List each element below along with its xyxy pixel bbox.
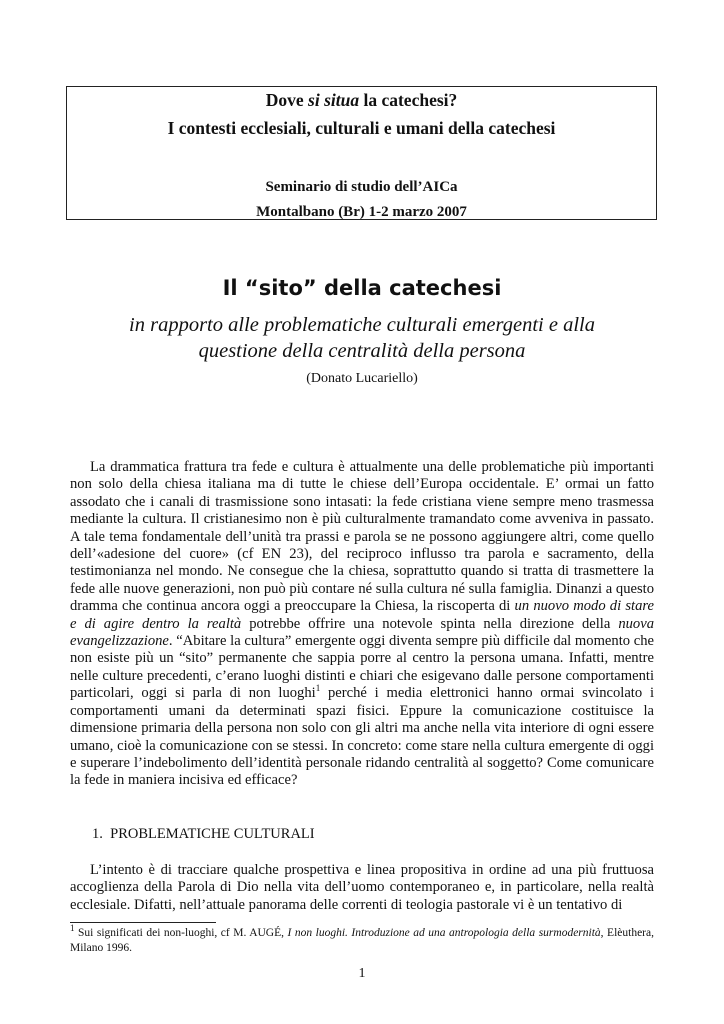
seminar-name: Seminario di studio dell’AICa bbox=[265, 179, 458, 195]
header-box bbox=[66, 86, 657, 220]
page-title: Il “sito” della catechesi bbox=[222, 276, 502, 300]
footnote-ref: 1 bbox=[315, 683, 321, 694]
seminar-place-date: Montalbano (Br) 1-2 marzo 2007 bbox=[256, 204, 467, 220]
intro-paragraph: La drammatica frattura tra fede e cultura è attualmente una delle problematiche più importanti non solo della chiesa italiana ma di tutte le chiese dell’Europa occidentale. E’ ormai un fatto assodato che i canali di trasmissione sono intasati: la fede cristiana viene sempre meno trasmessa mediante la cultura. Il cristianesimo non è più culturalmente tramandato come avveniva in passato. A tale tema fondamentale dell’unità tra prassi e parola se ne possono aggiungere altri, come quello dell’«adesione del cuore» (cf EN 23), del reciproco influsso tra parola e sacramento, della testimonianza nel mondo. Ne consegue che la chiesa, soprattutto quando si tratta di trasmettere la fede alle nuove generazioni, non può più contare né sulla cultura né sulla famiglia. Dinanzi a questo dramma che continua ancora oggi a preoccupare la Chiesa, la riscoperta di un nuovo modo di stare e di agire dentro la realtà potrebbe offrire una notevole spinta nella direzione della nuova evangelizzazione. “Abitare la cultura” emergente oggi diventa sempre più difficile dal momento che non esiste più un “sito” permanente che sappia porre al centro la persona umana. Infatti, mentre nelle culture precedenti, c’erano luoghi distinti e chiari che esigevano dalle persone comportamenti particolari, oggi si parla di non luoghi$^1$ perché i media elettronici hanno ormai svincolato i comportamenti umani da determinati spazi fisici. Eppure la comunicazione costituisce la dimensione primaria della persona non solo con gli altri ma anche nella vita interiore di ogni essere umano, cioè la comunicazione con se stessi. In concreto: come stare nella cultura emergente di oggi e superare l’indebolimento dell’identità personale ridando centralità al soggetto? Come comunicare la fede in maniera incisiva ed efficace? bbox=[70, 459, 654, 789]
page-number: 1 bbox=[358, 966, 366, 981]
author: (Donato Lucariello) bbox=[306, 371, 418, 386]
footnote: $^1$ Sui significati dei non-luoghi, cf M. AUGÉ, I non luoghi. Introduzione ad una antropologia della surmodernità, Elèuthera, Milano 1996. bbox=[70, 923, 654, 954]
seminar-theme: I contesti ecclesiali, culturali e umani della catechesi bbox=[167, 118, 556, 138]
section-heading: 1. PROBLEMATICHE CULTURALI bbox=[92, 826, 315, 842]
section-paragraph: L’intento è di tracciare qualche prospettiva e linea propositiva in ordine ad una più fruttuosa accoglienza della Parola di Dio nella vita dell’uomo contemporaneo e, in particolare, nella realtà ecclesiale. Difatti, nell’attuale panorama delle correnti di teologia pastorale vi è un tentativo di bbox=[70, 862, 654, 913]
footnote-divider bbox=[70, 922, 216, 923]
subtitle-line-2: questione della centralità della persona bbox=[198, 340, 526, 362]
seminar-question: Dove si situa la catechesi? bbox=[265, 90, 458, 110]
subtitle-line-1: in rapporto alle problematiche culturali emergenti e alla bbox=[129, 314, 595, 336]
